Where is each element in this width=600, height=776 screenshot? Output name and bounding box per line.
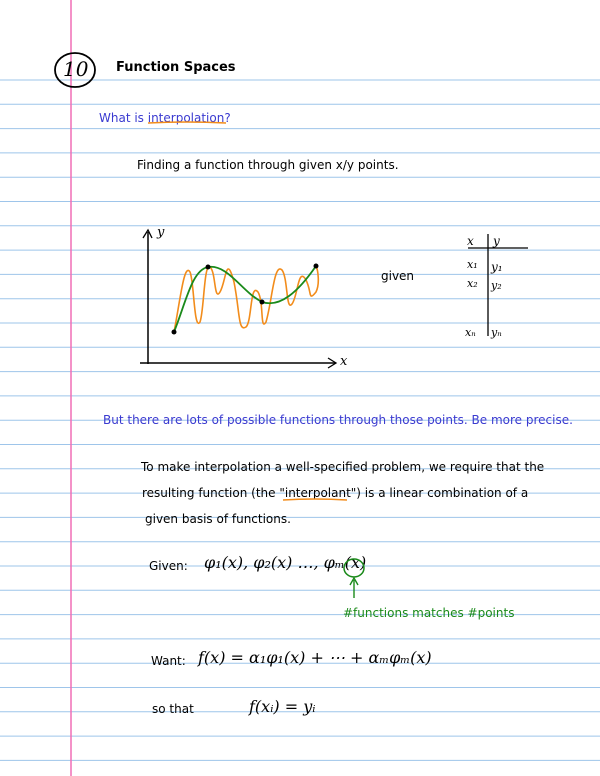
functions-note: #functions matches #points xyxy=(343,606,515,620)
want-label: Want: xyxy=(151,654,186,668)
data-point xyxy=(314,264,319,269)
want-formula: f(x) = α₁φ₁(x) + ⋯ + αₘφₘ(x) xyxy=(198,648,432,667)
table-header-y: y xyxy=(493,234,500,248)
remark-text: But there are lots of possible functions through those points. Be more precise. xyxy=(103,413,573,427)
y-axis-label: y xyxy=(157,225,165,240)
table-xn: xₙ xyxy=(465,326,476,339)
paragraph-line-1: To make interpolation a well-specified problem, we require that the xyxy=(141,460,545,474)
page-number: 10 xyxy=(63,57,89,81)
paragraph-line-2: resulting function (the "interpolant") is a linear combination of a xyxy=(142,486,529,500)
question-heading: What is interpolation? xyxy=(99,111,231,125)
given-label: given xyxy=(381,269,415,283)
sothat-label: so that xyxy=(152,702,194,716)
table-x1: x₁ xyxy=(467,258,478,271)
answer-text: Finding a function through given x/y points. xyxy=(137,158,399,172)
paragraph-line-3: given basis of functions. xyxy=(145,512,291,526)
sothat-formula: f(xᵢ) = yᵢ xyxy=(249,697,316,716)
interpolation-underline xyxy=(146,120,230,126)
table-yn: yₙ xyxy=(491,326,502,339)
given-section-label: Given: xyxy=(149,559,188,573)
x-axis-label: x xyxy=(340,354,348,369)
table-header-x: x xyxy=(467,234,474,248)
interpolant-underline xyxy=(281,497,351,503)
data-point xyxy=(206,265,211,270)
data-point xyxy=(260,300,265,305)
interpolation-graph xyxy=(130,222,360,374)
data-point xyxy=(172,330,177,335)
table-x2: x₂ xyxy=(467,277,478,290)
given-formula: φ₁(x), φ₂(x) …, φₘ(x) xyxy=(204,553,367,572)
page-title: Function Spaces xyxy=(116,60,236,75)
table-y1: y₁ xyxy=(491,260,503,274)
table-y2: y₂ xyxy=(491,279,502,292)
m-circle-arrow xyxy=(338,556,368,602)
